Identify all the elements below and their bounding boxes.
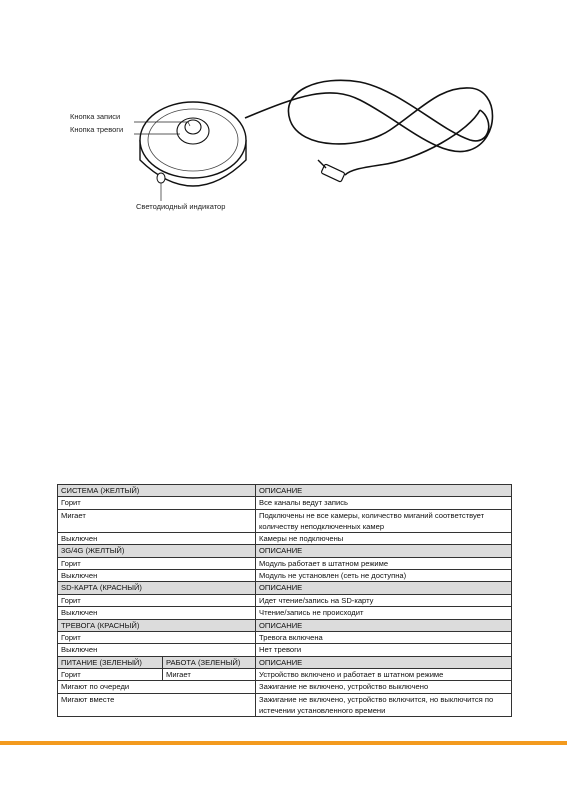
table-row — [58, 532, 512, 544]
table-row — [58, 681, 512, 693]
table-section-header — [58, 485, 512, 497]
table-row — [58, 569, 512, 581]
table-cell: Модуль работает в штатном режиме — [256, 557, 512, 569]
table-cell: Мигают по очереди — [58, 681, 256, 693]
table-cell: Чтение/запись не происходит — [256, 607, 512, 619]
device-illustration — [0, 0, 567, 240]
table-section-header — [58, 656, 512, 668]
table-cell: SD-КАРТА (КРАСНЫЙ) — [58, 582, 256, 594]
table-cell: 3G/4G (ЖЕЛТЫЙ) — [58, 545, 256, 557]
table-cell: Горит — [58, 557, 256, 569]
table-cell: ОПИСАНИЕ — [256, 582, 512, 594]
table-cell: Горит — [58, 497, 256, 509]
table-row — [58, 594, 512, 606]
table-cell: Нет тревоги — [256, 644, 512, 656]
table-row — [58, 607, 512, 619]
led-status-table — [57, 484, 512, 717]
table-cell: Мигают вместе — [58, 693, 256, 716]
cable — [245, 80, 493, 151]
table-cell: Подключены не все камеры, количество миганий соответствует количеству неподключенных камер — [256, 509, 512, 532]
table-cell: ОПИСАНИЕ — [256, 545, 512, 557]
table-cell: Все каналы ведут запись — [256, 497, 512, 509]
table-cell: Выключен — [58, 607, 256, 619]
table-row — [58, 497, 512, 509]
table-cell: ОПИСАНИЕ — [256, 656, 512, 668]
table-cell: Выключен — [58, 644, 256, 656]
record-button-label: Кнопка записи — [70, 112, 121, 121]
table-cell: Тревога включена — [256, 631, 512, 643]
table-cell: Камеры не подключены — [256, 532, 512, 544]
table-cell: Выключен — [58, 532, 256, 544]
table-cell: РАБОТА (ЗЕЛЕНЫЙ) — [163, 656, 256, 668]
table-cell: Зажигание не включено, устройство выключено — [256, 681, 512, 693]
table-cell: ТРЕВОГА (КРАСНЫЙ) — [58, 619, 256, 631]
table-cell: ПИТАНИЕ (ЗЕЛЕНЫЙ) — [58, 656, 163, 668]
table-row — [58, 644, 512, 656]
table-cell: Горит — [58, 669, 163, 681]
table-cell: ОПИСАНИЕ — [256, 485, 512, 497]
table-cell: Горит — [58, 631, 256, 643]
table-row — [58, 509, 512, 532]
table-row — [58, 693, 512, 716]
table-section-header — [58, 619, 512, 631]
table-cell: Идет чтение/запись на SD-карту — [256, 594, 512, 606]
table-cell: ОПИСАНИЕ — [256, 619, 512, 631]
device-body — [140, 102, 246, 186]
cable-end — [345, 110, 480, 175]
table-section-header — [58, 582, 512, 594]
led-indicator-label: Светодиодный индикатор — [136, 202, 226, 211]
table-cell: Модуль не установлен (сеть не доступна) — [256, 569, 512, 581]
table-row — [58, 669, 512, 681]
table-cell: Устройство включено и работает в штатном режиме — [256, 669, 512, 681]
footer-accent-bar — [0, 741, 567, 745]
table-cell: Мигает — [58, 509, 256, 532]
table-cell: Мигает — [163, 669, 256, 681]
audio-jack-icon — [318, 160, 345, 182]
table-row — [58, 631, 512, 643]
table-cell: Выключен — [58, 569, 256, 581]
table-cell: СИСТЕМА (ЖЕЛТЫЙ) — [58, 485, 256, 497]
table-section-header — [58, 545, 512, 557]
table-row — [58, 557, 512, 569]
table-cell: Зажигание не включено, устройство включится, но выключится по истечении установленного времени — [256, 693, 512, 716]
alarm-button-label: Кнопка тревоги — [70, 125, 124, 134]
table-cell: Горит — [58, 594, 256, 606]
